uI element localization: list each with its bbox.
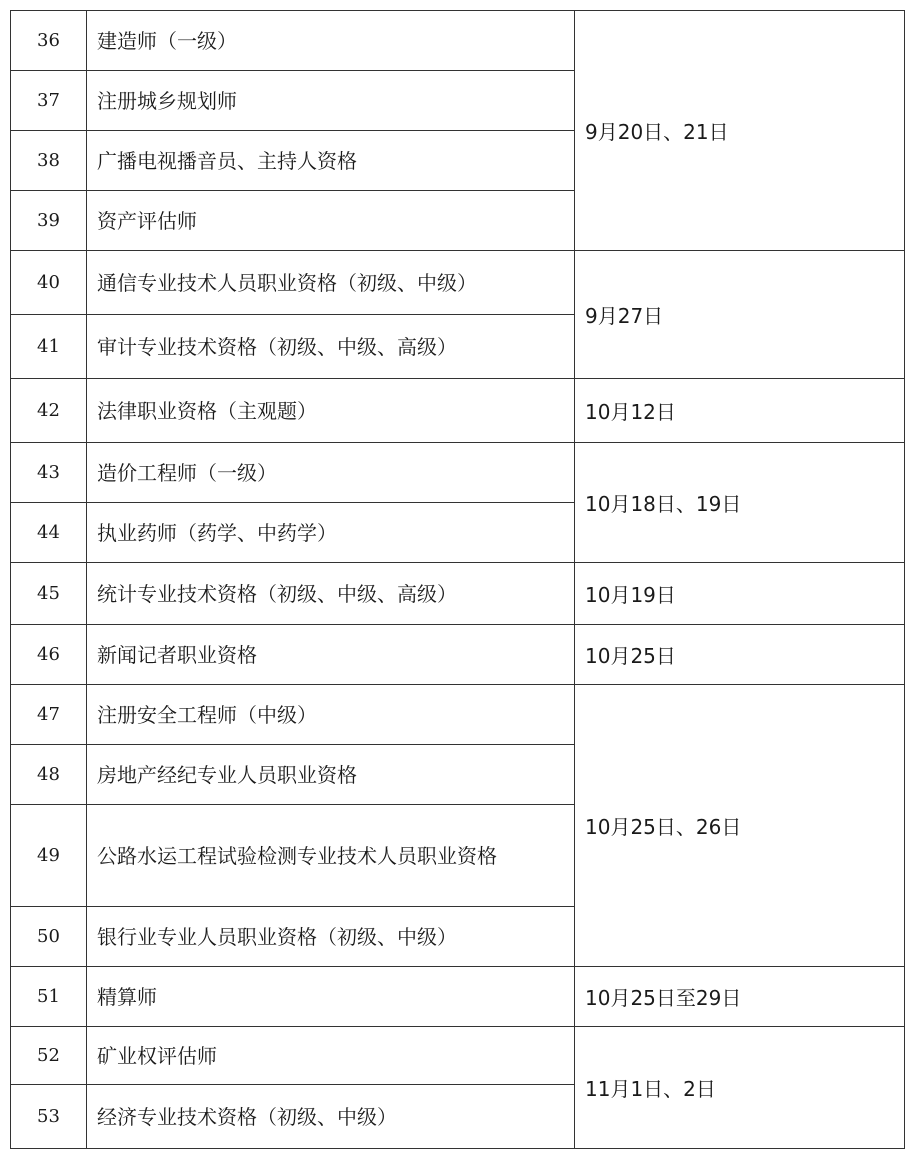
exam-name: 新闻记者职业资格 bbox=[87, 625, 575, 685]
exam-name: 建造师（一级） bbox=[87, 11, 575, 71]
row-number: 46 bbox=[11, 625, 87, 685]
row-number: 41 bbox=[11, 315, 87, 379]
row-number: 37 bbox=[11, 71, 87, 131]
row-number: 45 bbox=[11, 563, 87, 625]
row-number: 52 bbox=[11, 1027, 87, 1085]
exam-name: 资产评估师 bbox=[87, 191, 575, 251]
exam-name: 造价工程师（一级） bbox=[87, 443, 575, 503]
row-number: 48 bbox=[11, 745, 87, 805]
row-number: 43 bbox=[11, 443, 87, 503]
exam-name: 精算师 bbox=[87, 967, 575, 1027]
exam-date: 10月25日至29日 bbox=[575, 967, 905, 1027]
exam-name: 公路水运工程试验检测专业技术人员职业资格 bbox=[87, 805, 575, 907]
exam-name: 矿业权评估师 bbox=[87, 1027, 575, 1085]
table-row bbox=[11, 443, 905, 503]
exam-name: 经济专业技术资格（初级、中级） bbox=[87, 1085, 575, 1149]
exam-date: 10月25日 bbox=[575, 625, 905, 685]
table-row bbox=[11, 379, 905, 443]
table-row bbox=[11, 967, 905, 1027]
table-row bbox=[11, 1027, 905, 1085]
row-number: 36 bbox=[11, 11, 87, 71]
table-row bbox=[11, 11, 905, 71]
row-number: 38 bbox=[11, 131, 87, 191]
exam-name: 统计专业技术资格（初级、中级、高级） bbox=[87, 563, 575, 625]
table-row bbox=[11, 563, 905, 625]
exam-name: 通信专业技术人员职业资格（初级、中级） bbox=[87, 251, 575, 315]
exam-date: 9月20日、21日 bbox=[575, 11, 905, 251]
exam-name: 执业药师（药学、中药学） bbox=[87, 503, 575, 563]
exam-date: 10月25日、26日 bbox=[575, 685, 905, 967]
exam-date: 10月12日 bbox=[575, 379, 905, 443]
table-row bbox=[11, 251, 905, 315]
row-number: 49 bbox=[11, 805, 87, 907]
row-number: 51 bbox=[11, 967, 87, 1027]
exam-schedule-table bbox=[10, 10, 905, 1149]
table-row bbox=[11, 625, 905, 685]
exam-date: 9月27日 bbox=[575, 251, 905, 379]
row-number: 40 bbox=[11, 251, 87, 315]
row-number: 44 bbox=[11, 503, 87, 563]
row-number: 53 bbox=[11, 1085, 87, 1149]
exam-name: 注册安全工程师（中级） bbox=[87, 685, 575, 745]
exam-name: 法律职业资格（主观题） bbox=[87, 379, 575, 443]
row-number: 42 bbox=[11, 379, 87, 443]
row-number: 50 bbox=[11, 907, 87, 967]
exam-name: 审计专业技术资格（初级、中级、高级） bbox=[87, 315, 575, 379]
exam-date: 10月19日 bbox=[575, 563, 905, 625]
exam-name: 银行业专业人员职业资格（初级、中级） bbox=[87, 907, 575, 967]
exam-date: 10月18日、19日 bbox=[575, 443, 905, 563]
table-row bbox=[11, 685, 905, 745]
row-number: 39 bbox=[11, 191, 87, 251]
exam-name: 注册城乡规划师 bbox=[87, 71, 575, 131]
exam-name: 房地产经纪专业人员职业资格 bbox=[87, 745, 575, 805]
row-number: 47 bbox=[11, 685, 87, 745]
exam-date: 11月1日、2日 bbox=[575, 1027, 905, 1149]
exam-name: 广播电视播音员、主持人资格 bbox=[87, 131, 575, 191]
